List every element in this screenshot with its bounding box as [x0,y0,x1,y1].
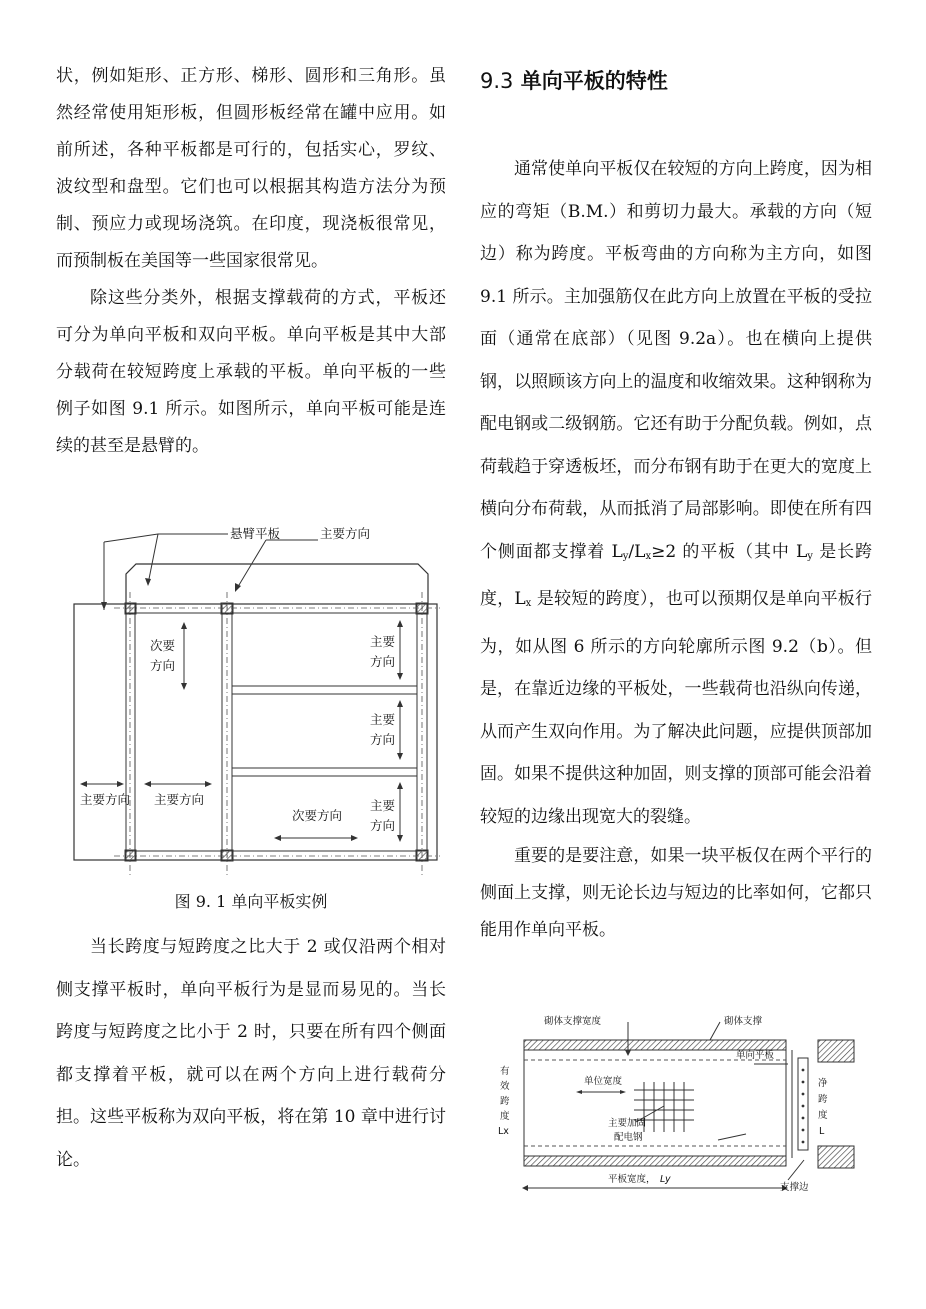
label-eff-span-5: Lx [498,1126,509,1137]
label-clear-span-3: 度 [818,1110,828,1121]
label-main-direction-top: 主要方向 [320,526,371,541]
left-column [56,58,446,465]
right-paragraph-1: 通常使单向平板仅在较短的方向上跨度，因为相应的弯矩（B.M.）和剪切力最大。承载的方向（短边）称为跨度。平板弯曲的方向称为主方向，如图 9.1 所示。主加强筋仅在此方向上放置在平板的受拉面（通常在底部）（见图 9.2a）。也在横向上提供钢，以照顾该方向上的温度和收缩效果。这种钢称为配电钢或二级钢筋。它还有助于分配负载。例如，点荷载趋于穿透板坯，而分布钢有助于在更大的宽度上横向分布荷载，从而抵消了局部影响。即使在所有四个侧面都支撑着 $L_y/L_x\ge 2$ 的平板（其中 $L_y$ 是长跨度，$L_x$ 是较短的跨度），也可以预期仅是单向平板行为，如从图 6 所示的方向轮廓所示图 9.2（b）。但是，在靠近边缘的平板处，一些载荷也沿纵向传递，从而产生双向作用。为了解决此问题，应提供顶部加固。如果不提供这种加固，则支撑的顶部可能会沿着较短的边缘出现宽大的裂缝。 [480,159,872,827]
masonry-bottom [524,1156,786,1166]
cantilever-edge [126,564,428,604]
label-main-direction-mid: 主要方向 [154,792,205,807]
label-main-rebar: 主要加固 [608,1118,647,1129]
figure-9-2-one-way-slab-diagram [488,1010,874,1200]
label-main-2c: 方向 [370,818,396,833]
label-ly: Ly [660,1174,671,1185]
label-main-2: 方向 [370,654,396,669]
figure-9-1-caption: 图 9. 1 单向平板实例 [174,892,328,911]
label-main-1: 主要 [370,634,396,649]
section-slab [798,1058,808,1150]
label-dist-steel: 配电钢 [614,1132,643,1143]
label-masonry: 砌体支撑 [724,1016,763,1027]
label-masonry-width: 砌体支撑宽度 [544,1016,602,1027]
section-wall-top [818,1040,854,1062]
label-eff-span-2: 效 [500,1081,510,1092]
label-unit-width: 单位宽度 [584,1076,623,1087]
label-main-1c: 主要 [370,798,396,813]
label-eff-span-4: 度 [500,1111,510,1122]
right-column [480,66,872,949]
label-support-edge: 支撑边 [780,1182,809,1193]
label-clear-span-4: L [819,1126,825,1137]
label-clear-span-2: 跨 [818,1094,828,1105]
column [125,850,136,861]
label-eff-span-3: 跨 [500,1096,510,1107]
left-paragraph-1: 状，例如矩形、正方形、梯形、圆形和三角形。虽然经常使用矩形板，但圆形板经常在罐中应用。如前所述，各种平板都是可行的，包括实心，罗纹、波纹型和盘型。它们也可以根据其构造方法分为预制、预应力或现场浇筑。在印度，现浇板很常见，而预制板在美国等一些国家很常见。 [56,66,446,271]
label-main-2b: 方向 [370,732,396,747]
label-slab-width: 平板宽度， [608,1174,656,1185]
right-paragraph-2: 重要的是要注意，如果一块平板仅在两个平行的侧面上支撑，则无论长边与短边的比率如何，它都只能用作单向平板。 [480,846,872,940]
label-eff-span-1: 有 [500,1066,510,1077]
label-secondary-2: 方向 [150,658,176,673]
label-clear-span-1: 净 [818,1078,828,1089]
left-paragraph-2: 除这些分类外，根据支撑载荷的方式，平板还可分为单向平板和双向平板。单向平板是其中大部分载荷在较短跨度上承载的平板。单向平板的一些例子如图 9.1 所示。如图所示，单向平板可能是连续的甚至是悬臂的。 [56,288,446,456]
label-secondary-1: 次要 [150,638,176,653]
label-one-way-slab: 单向平板 [736,1050,775,1061]
column [125,603,136,614]
label-cantilever: 悬臂平板 [230,526,281,541]
figure-9-1-one-way-slab-examples [70,518,446,888]
left-column-lower [56,926,446,1181]
masonry-top [524,1040,786,1050]
section-heading: 9.3 单向平板的特性 [480,69,668,93]
section-wall-bottom [818,1146,854,1168]
label-main-direction-left: 主要方向 [80,792,131,807]
left-paragraph-3: 当长跨度与短跨度之比大于 2 或仅沿两个相对侧支撑平板时，单向平板行为是显而易见的。当长跨度与短跨度之比小于 2 时，只要在所有四个侧面都支撑着平板，就可以在两个方向上进行载荷分担。这些平板称为双向平板，将在第 10 章中进行讨论。 [56,937,446,1170]
label-secondary-direction: 次要方向 [292,808,343,823]
label-main-1b: 主要 [370,712,396,727]
